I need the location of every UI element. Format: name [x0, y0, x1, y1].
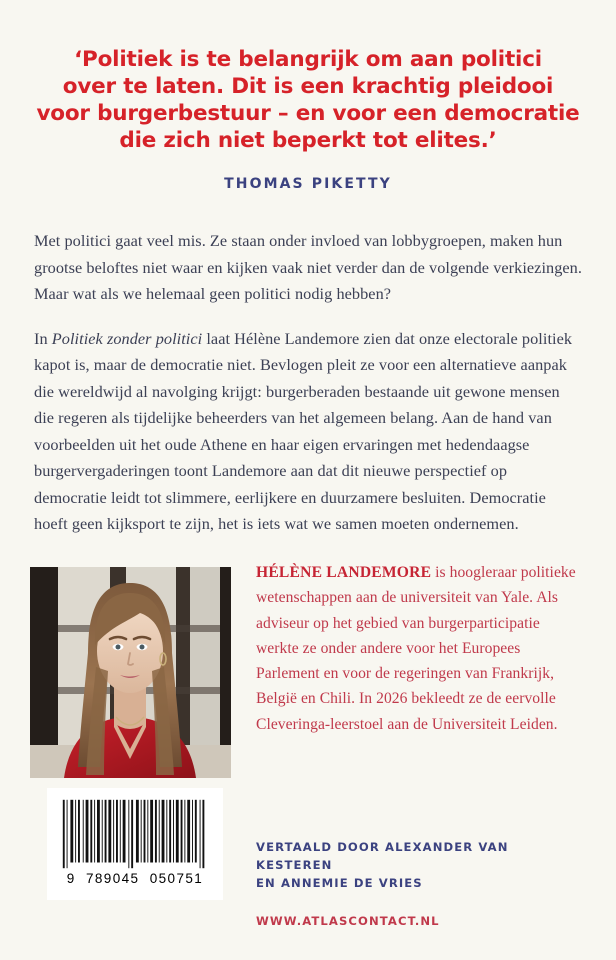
book-title-italic: Politiek zonder politici — [51, 328, 203, 348]
author-section — [0, 560, 616, 790]
quote-attribution: THOMAS PIKETTY — [224, 176, 392, 192]
author-bio-body: is hoogleraar politieke wetenschappen aan de universiteit van Yale. Als adviseur op het gebied van burgerparticipatie werkte ze onder andere voor het Europees Parlement en voor de regeringen van Frankrijk, België en Chili. In 2026 bekleedt ze de eervolle Cleveringa-leerstoel aan de Universiteit Leiden. — [256, 564, 576, 733]
quote-line-1: ‘Politiek is te belangrijk om aan politici — [74, 47, 542, 72]
blurb-section — [0, 228, 616, 538]
pull-quote-text — [28, 46, 588, 154]
author-bio — [256, 560, 578, 737]
author-name: HÉLÈNE LANDEMORE — [256, 564, 432, 581]
quote-line-4: die zich niet beperkt tot elites.’ — [119, 128, 497, 153]
isbn-number: 9 789045 050751 — [66, 871, 204, 886]
quote-line-3: voor burgerbestuur – en voor een democratie — [36, 101, 580, 126]
translator-credit — [256, 838, 586, 892]
isbn-barcode — [47, 788, 223, 900]
author-bio-text — [256, 560, 578, 737]
barcode-bars — [59, 798, 211, 870]
pull-quote-block — [0, 0, 616, 192]
translator-line-1: VERTAALD DOOR ALEXANDER VAN KESTEREN — [256, 840, 509, 872]
blurb-paragraph-1: Met politici gaat veel mis. Ze staan onder invloed van lobbygroepen, maken hun grootse beloftes niet waar en kijken vaak niet verder dan de volgende verkiezingen. Maar wat als we helemaal geen politici nodig hebben? — [34, 231, 582, 303]
author-portrait-illustration — [30, 567, 231, 778]
author-photo — [30, 567, 231, 778]
blurb-paragraph-2 — [34, 326, 582, 538]
translator-line-2: EN ANNEMIE DE VRIES — [256, 876, 423, 890]
blurb-p2-lead: In — [34, 328, 52, 348]
quote-line-2: over te laten. Dit is een krachtig pleidooi — [62, 74, 554, 99]
blurb-p2-rest: laat Hélène Landemore zien dat onze electorale politiek kapot is, maar de democratie niet. Bevlogen pleit ze voor een alternatieve aanpak die wereldwijd al navolging krijgt: burgerberaden bestaande uit gewone mensen die regeren als tijdelijke beheerders van het algemeen belang. Aan de hand van voorbeelden uit het oude Athene en haar eigen ervaringen met hedendaagse burgervergaderingen toont Landemore aan dat dit nieuwe perspectief op democratie leidt tot slimmere, eerlijkere en duurzamere besluiten. Democratie hoeft geen kijksport te zijn, het is iets wat we samen moeten ondernemen. — [34, 328, 573, 533]
footer-section — [256, 838, 586, 928]
publisher-url[interactable]: WWW.ATLASCONTACT.NL — [256, 914, 440, 928]
